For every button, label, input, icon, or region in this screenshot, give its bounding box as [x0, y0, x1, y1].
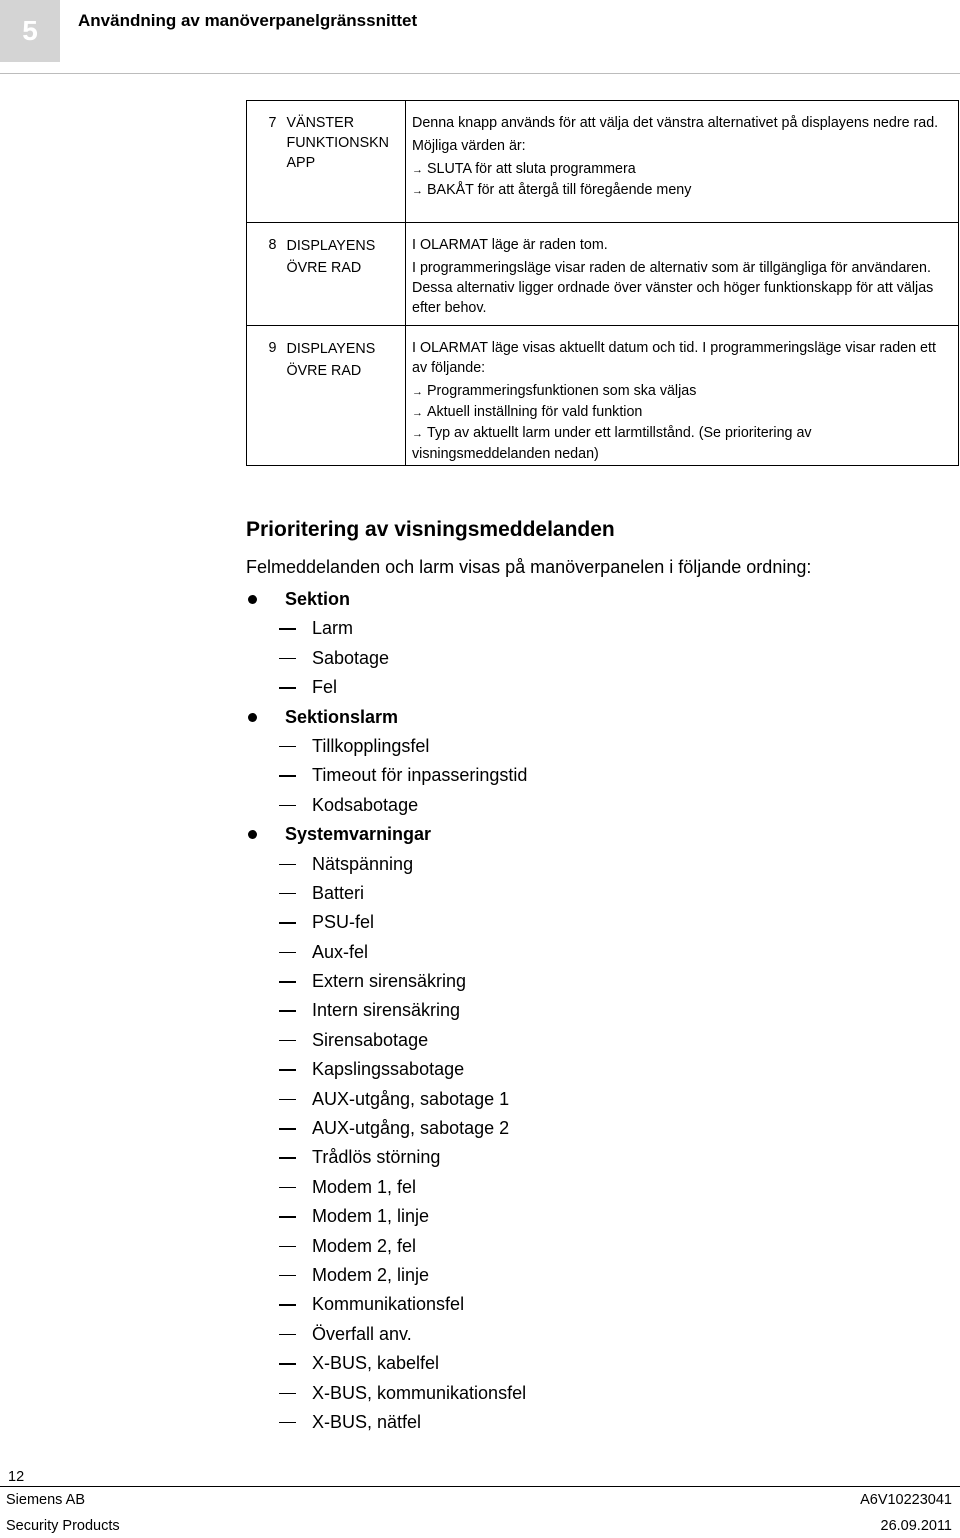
footer-divider [0, 1486, 960, 1487]
priority-item-label: Timeout för inpasseringstid [312, 765, 528, 786]
priority-item [246, 791, 946, 820]
header-divider [0, 73, 960, 74]
section-title: Prioritering av visningsmeddelanden [246, 518, 615, 541]
priority-item [246, 1055, 946, 1084]
row-name-line: VÄNSTER [286, 115, 355, 131]
row-description [406, 101, 959, 223]
row-name-line: DISPLAYENS [286, 238, 376, 254]
dash-icon [279, 1216, 296, 1218]
priority-item-label: AUX-utgång, sabotage 2 [312, 1118, 510, 1139]
dash-icon [279, 687, 296, 689]
footer-division: Security Products [6, 1518, 120, 1534]
dash-icon [279, 628, 296, 630]
priority-group-label: Systemvarningar [285, 824, 432, 845]
priority-item-label: Fel [312, 677, 338, 698]
priority-item-label: Sirensabotage [312, 1029, 429, 1050]
priority-item-label: Larm [312, 618, 354, 639]
priority-item-label: Batteri [312, 882, 365, 903]
row-name-line: ÖVRE RAD [286, 363, 362, 379]
row-name [281, 326, 406, 466]
priority-item-label: Modem 2, fel [312, 1235, 417, 1256]
priority-list [246, 585, 946, 1437]
arrow-bullet: → Aktuell inställning för vald funktion [412, 402, 952, 423]
priority-item-label: Aux-fel [312, 941, 369, 962]
priority-item [246, 673, 946, 702]
priority-item [246, 908, 946, 937]
footer-date: 26.09.2011 [880, 1518, 952, 1534]
priority-item [246, 1202, 946, 1231]
row-name-line: APP [286, 155, 316, 171]
priority-item-label: Trådlös störning [312, 1147, 441, 1168]
description-text: I OLARMAT läge är raden tom. [412, 237, 608, 253]
table-row [247, 101, 959, 223]
priority-item [246, 761, 946, 790]
description-text: Möjliga värden är: [412, 138, 526, 154]
row-number: 9 [247, 326, 281, 466]
priority-item [246, 1408, 946, 1437]
dash-icon [279, 864, 296, 866]
dash-icon [279, 746, 296, 748]
priority-item-label: Överfall anv. [312, 1323, 412, 1344]
priority-group-label: Sektion [285, 589, 351, 609]
priority-item [246, 1026, 946, 1055]
footer-doc-id: A6V10223041 [860, 1492, 952, 1508]
arrow-icon: → [412, 164, 423, 176]
priority-item [246, 850, 946, 879]
priority-item [246, 996, 946, 1025]
arrow-bullet: → Programmeringsfunktionen som ska väljas [412, 381, 952, 402]
priority-item [246, 1173, 946, 1202]
dash-icon [279, 1363, 296, 1365]
row-number: 7 [247, 101, 281, 223]
priority-item [246, 1320, 946, 1349]
priority-group-label: Sektionslarm [285, 706, 399, 727]
dash-icon [279, 1069, 296, 1071]
arrow-icon: → [412, 386, 423, 398]
chapter-number-box: 5 [0, 0, 60, 62]
dash-icon [279, 1010, 296, 1012]
priority-item-label: Intern sirensäkring [312, 1000, 461, 1021]
priority-item-label: Sabotage [312, 647, 390, 668]
dash-icon [279, 1275, 296, 1277]
row-name-line: ÖVRE RAD [286, 260, 362, 276]
priority-item-label: AUX-utgång, sabotage 1 [312, 1088, 510, 1109]
section-intro: Felmeddelanden och larm visas på manöverpanelen i följande ordning: [246, 557, 812, 577]
dash-icon [279, 805, 296, 807]
priority-item [246, 1290, 946, 1319]
arrow-bullet: → SLUTA för att sluta programmera [412, 159, 952, 180]
dash-icon [279, 1187, 296, 1189]
dash-icon [279, 981, 296, 983]
row-name [281, 223, 406, 326]
priority-group [246, 703, 946, 732]
row-description [406, 326, 959, 466]
description-text: Denna knapp används för att välja det vänstra alternativet på displayens nedre rad. [412, 115, 939, 131]
priority-item-label: X-BUS, nätfel [312, 1411, 422, 1432]
description-text: I OLARMAT läge visas aktuellt datum och tid. I programmeringsläge visar raden ett av följande: [412, 340, 936, 376]
priority-item [246, 1114, 946, 1143]
footer-company: Siemens AB [6, 1492, 85, 1508]
dash-icon [279, 1040, 296, 1042]
table-row [247, 326, 959, 466]
priority-item [246, 967, 946, 996]
dash-icon [279, 1334, 296, 1336]
priority-group [246, 585, 946, 614]
row-description [406, 223, 959, 326]
arrow-icon: → [412, 407, 423, 419]
dash-icon [279, 1099, 296, 1101]
dash-icon [279, 1246, 296, 1248]
priority-item-label: Kommunikationsfel [312, 1294, 465, 1315]
dash-icon [279, 775, 296, 777]
arrow-icon: → [412, 428, 423, 440]
priority-item-label: X-BUS, kabelfel [312, 1353, 440, 1374]
priority-item [246, 1232, 946, 1261]
priority-item-label: Extern sirensäkring [312, 971, 467, 992]
priority-item-label: Modem 1, linje [312, 1206, 430, 1227]
priority-item-label: Modem 1, fel [312, 1176, 417, 1197]
priority-item [246, 1379, 946, 1408]
priority-item-label: X-BUS, kommunikationsfel [312, 1382, 527, 1403]
priority-item [246, 644, 946, 673]
priority-item-label: PSU-fel [312, 912, 375, 933]
arrow-bullet: → Typ av aktuellt larm under ett larmtillstånd. (Se prioritering av visningsmeddelanden nedan) [412, 425, 812, 462]
priority-item-label: Tillkopplingsfel [312, 735, 430, 756]
row-name-line: FUNKTIONSKN [286, 135, 389, 151]
chapter-title: Användning av manöverpanelgränssnittet [78, 11, 418, 30]
arrow-icon: → [412, 185, 423, 197]
priority-item [246, 1085, 946, 1114]
dash-icon [279, 952, 296, 954]
row-number: 8 [247, 223, 281, 326]
priority-item [246, 614, 946, 643]
priority-item [246, 879, 946, 908]
description-text: I programmeringsläge visar raden de alternativ som är tillgängliga för användaren. Dessa alternativ ligger ordnade över vänster och höger funktionskapp för att väljas efter behov. [412, 260, 934, 316]
arrow-bullet: → BAKÅT för att återgå till föregående meny [412, 180, 952, 201]
priority-item [246, 938, 946, 967]
button-description-table [246, 100, 959, 466]
priority-item [246, 1143, 946, 1172]
priority-item [246, 1261, 946, 1290]
priority-item-label: Modem 2, linje [312, 1264, 430, 1285]
table-row [247, 223, 959, 326]
dash-icon [279, 1128, 296, 1130]
priority-item [246, 1349, 946, 1378]
row-name [281, 101, 406, 223]
dash-icon [279, 658, 296, 660]
dash-icon [279, 1422, 296, 1424]
page-number: 12 [8, 1469, 25, 1485]
dash-icon [279, 922, 296, 924]
bullet-dot-icon [248, 830, 257, 839]
priority-group [246, 820, 946, 849]
bullet-dot-icon [248, 713, 257, 722]
dash-icon [279, 1304, 296, 1306]
priority-item [246, 732, 946, 761]
dash-icon [279, 1157, 296, 1159]
dash-icon [279, 1393, 296, 1395]
bullet-dot-icon [248, 595, 257, 604]
row-name-line: DISPLAYENS [286, 341, 376, 357]
priority-item-label: Kodsabotage [312, 794, 419, 815]
priority-item-label: Nätspänning [312, 853, 414, 874]
dash-icon [279, 893, 296, 895]
priority-item-label: Kapslingssabotage [312, 1059, 465, 1080]
